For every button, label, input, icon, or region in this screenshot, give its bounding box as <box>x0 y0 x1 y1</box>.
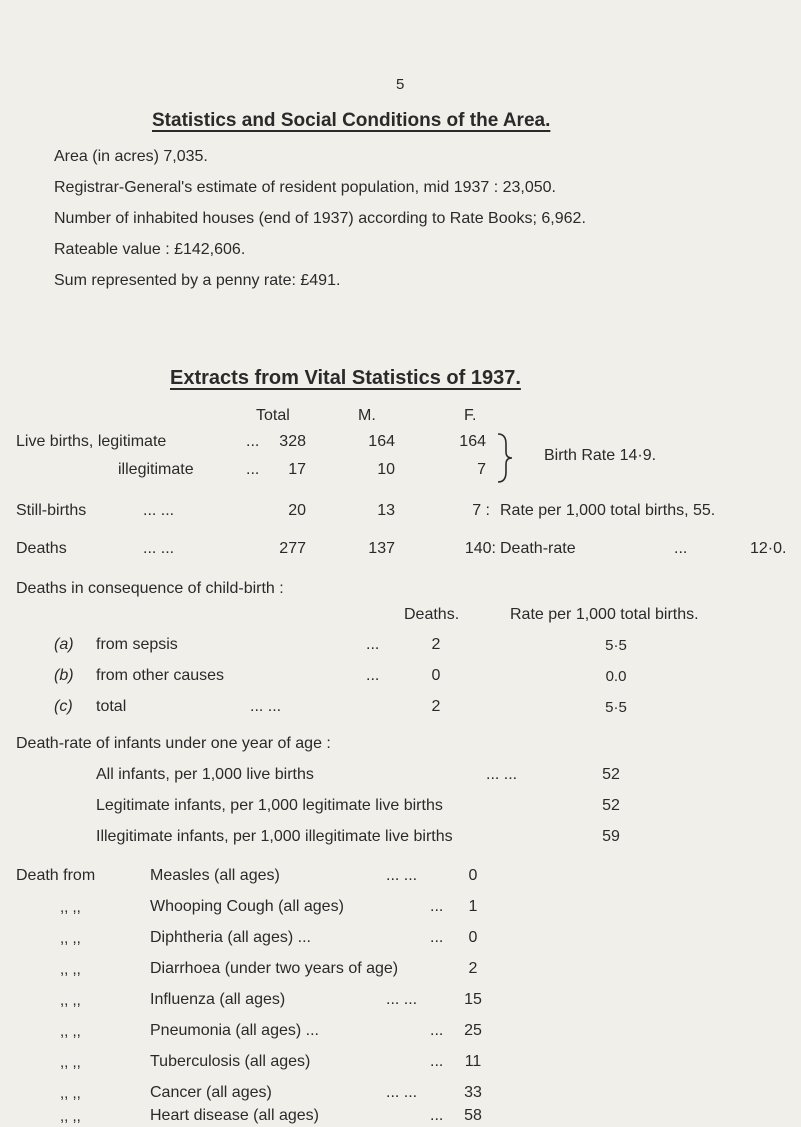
childbirth-row-label: total <box>96 698 127 715</box>
fact-population: Registrar-General's estimate of resident population, mid 1937 : 23,050. <box>54 179 556 196</box>
death-rate-dots: ... <box>674 540 688 557</box>
still-births-male: 13 <box>377 502 395 519</box>
ditto-marks: ,, ,, <box>60 992 81 1009</box>
infants-row-label: All infants, per 1,000 live births <box>96 766 314 783</box>
ditto-marks: ,, ,, <box>60 930 81 947</box>
childbirth-row-dots: ... <box>366 667 380 684</box>
childbirth-row-dots: ... ... <box>250 698 282 715</box>
still-births-total: 20 <box>288 502 306 519</box>
infants-row-label: Legitimate infants, per 1,000 legitimate live births <box>96 797 443 814</box>
cause-label: Diphtheria (all ages) ... <box>150 929 311 946</box>
cause-value: 33 <box>464 1084 482 1101</box>
infants-row-label: Illegitimate infants, per 1,000 illegitimate live births <box>96 828 453 845</box>
cause-value: 1 <box>468 898 478 915</box>
childbirth-row-letter: (b) <box>54 667 74 684</box>
ditto-marks: ,, ,, <box>60 1085 81 1102</box>
cause-dots: ... ... <box>386 991 418 1008</box>
death-rate-label: Death-rate <box>500 540 576 557</box>
infants-row-value: 52 <box>602 797 620 814</box>
childbirth-row-deaths: 0 <box>431 667 441 684</box>
legitimate-female: 164 <box>459 433 486 450</box>
childbirth-row-letter: (c) <box>54 698 73 715</box>
cause-label: Heart disease (all ages) <box>150 1107 319 1124</box>
cause-value: 15 <box>464 991 482 1008</box>
birth-rate-brace-icon <box>494 432 514 484</box>
illegitimate-female: 7 <box>477 461 486 478</box>
ditto-marks: ,, ,, <box>60 961 81 978</box>
infants-heading: Death-rate of infants under one year of age : <box>16 735 331 752</box>
cause-label: Measles (all ages) <box>150 867 280 884</box>
cause-dots: ... ... <box>386 867 418 884</box>
live-births-label: Live births, legitimate <box>16 433 167 450</box>
cause-label: Diarrhoea (under two years of age) <box>150 960 399 977</box>
cause-value: 2 <box>468 960 478 977</box>
childbirth-row-rate: 5·5 <box>605 637 627 654</box>
ditto-marks: ,, ,, <box>60 899 81 916</box>
cause-value: 58 <box>464 1107 482 1124</box>
deaths-dots: ... ... <box>143 540 175 557</box>
childbirth-row-rate: 5·5 <box>605 699 627 716</box>
childbirth-col-rate: Rate per 1,000 total births. <box>510 606 699 623</box>
fact-houses: Number of inhabited houses (end of 1937) according to Rate Books; 6,962. <box>54 210 586 227</box>
cause-dots: ... <box>430 1022 444 1039</box>
legitimate-dots: ... <box>246 433 260 450</box>
page-title: Statistics and Social Conditions of the Area. <box>152 110 551 131</box>
deaths-male: 137 <box>368 540 395 557</box>
extracts-title: Extracts from Vital Statistics of 1937. <box>170 367 521 389</box>
childbirth-row-letter: (a) <box>54 636 74 653</box>
ditto-marks: ,, ,, <box>60 1023 81 1040</box>
legitimate-total: 328 <box>279 433 306 450</box>
childbirth-row-deaths: 2 <box>431 698 441 715</box>
header-female: F. <box>464 407 477 424</box>
cause-label: Tuberculosis (all ages) <box>150 1053 311 1070</box>
infants-row-value: 52 <box>602 766 620 783</box>
cause-label: Influenza (all ages) <box>150 991 286 1008</box>
cause-label: Whooping Cough (all ages) <box>150 898 344 915</box>
deaths-total: 277 <box>279 540 306 557</box>
cause-value: 0 <box>468 929 478 946</box>
infants-row-dots: ... ... <box>486 766 518 783</box>
birth-rate: Birth Rate 14·9. <box>544 447 657 464</box>
childbirth-row-label: from sepsis <box>96 636 178 653</box>
cause-value: 0 <box>468 867 478 884</box>
infants-row-value: 59 <box>602 828 620 845</box>
illegitimate-male: 10 <box>377 461 395 478</box>
illegitimate-label: illegitimate <box>118 461 194 478</box>
illegitimate-total: 17 <box>288 461 306 478</box>
deaths-female: 140: <box>464 540 496 557</box>
cause-value: 25 <box>464 1022 482 1039</box>
cause-label: Pneumonia (all ages) ... <box>150 1022 319 1039</box>
illegitimate-dots: ... <box>246 461 260 478</box>
childbirth-row-label: from other causes <box>96 667 225 684</box>
still-births-rate: Rate per 1,000 total births, 55. <box>500 502 716 519</box>
childbirth-heading: Deaths in consequence of child-birth : <box>16 580 284 597</box>
fact-penny-rate: Sum represented by a penny rate: £491. <box>54 272 341 289</box>
legitimate-male: 164 <box>368 433 395 450</box>
still-births-dots: ... ... <box>143 502 175 519</box>
cause-dots: ... <box>430 898 444 915</box>
still-births-label: Still-births <box>16 502 87 519</box>
death-rate-value: 12·0. <box>750 540 787 557</box>
childbirth-row-deaths: 2 <box>431 636 441 653</box>
childbirth-col-deaths: Deaths. <box>404 606 460 623</box>
fact-area: Area (in acres) 7,035. <box>54 148 208 165</box>
childbirth-row-rate: 0.0 <box>605 668 627 685</box>
header-total: Total <box>256 407 290 424</box>
cause-dots: ... <box>430 1107 444 1124</box>
header-male: M. <box>358 407 376 424</box>
ditto-marks: ,, ,, <box>60 1054 81 1071</box>
cause-dots: ... <box>430 929 444 946</box>
childbirth-row-dots: ... <box>366 636 380 653</box>
cause-dots: ... <box>430 1053 444 1070</box>
cause-value: 11 <box>464 1053 482 1070</box>
fact-rateable-value: Rateable value : £142,606. <box>54 241 246 258</box>
still-births-female: 7 : <box>472 502 490 519</box>
page-number: 5 <box>396 76 405 93</box>
cause-label: Cancer (all ages) <box>150 1084 272 1101</box>
deaths-label: Deaths <box>16 540 67 557</box>
cause-dots: ... ... <box>386 1084 418 1101</box>
ditto-marks: ,, ,, <box>60 1108 81 1125</box>
causes-prefix: Death from <box>16 867 96 884</box>
